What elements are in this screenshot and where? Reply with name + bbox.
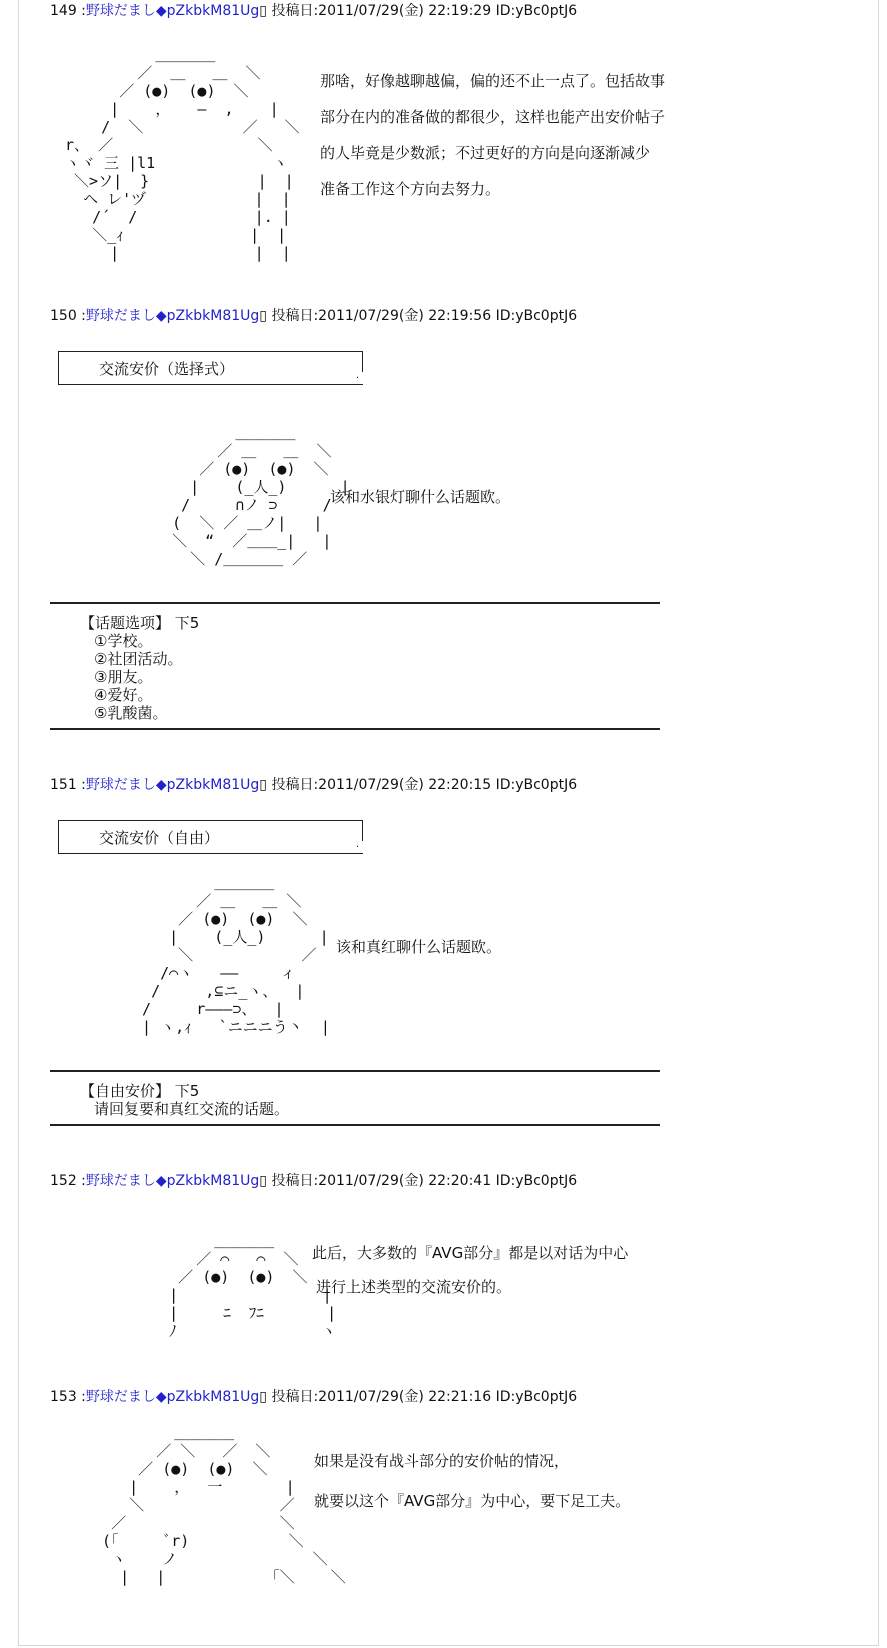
option-item: ①学校。 (94, 632, 153, 650)
post-number: 153 (50, 1389, 77, 1405)
post-text-line: 部分在内的准备做的都很少，这样也能产出安价帖子 (320, 108, 666, 126)
option-item: ⑤乳酸菌。 (94, 704, 168, 722)
post-header: 149 :野球だまし◆pZkbkM81Ug▯ 投稿日:2011/07/29(金) 22:19:29 ID:yBc0ptJ6 (50, 3, 578, 19)
post-text-line: 准备工作这个方向去努力。 (320, 180, 501, 198)
missing-glyph-box: ▯ (259, 777, 267, 793)
options-heading: 【话题选项】 下5 (80, 614, 200, 632)
post-text-line: 就要以这个『AVG部分』为中心，要下足工夫。 (314, 1492, 631, 1510)
poster-name-link[interactable]: 野球だまし (85, 1389, 156, 1405)
post-header: 153 :野球だまし◆pZkbkM81Ug▯ 投稿日:2011/07/29(金) 22:21:16 ID:yBc0ptJ6 (50, 1389, 578, 1405)
post-id: ID:yBc0ptJ6 (491, 1173, 578, 1189)
post-number: 149 (50, 3, 77, 19)
options-box (50, 1070, 660, 1126)
post-date: 2011/07/29(金) 22:19:56 (318, 308, 492, 324)
section-title-box: 交流安价（自由） . (58, 820, 363, 854)
post-text-line: 该和真红聊什么话题欧。 (336, 938, 502, 956)
post-id: ID:yBc0ptJ6 (491, 1389, 578, 1405)
poster-name-link[interactable]: 野球だまし (85, 3, 156, 19)
ascii-art-yaruo-serious: ＿＿＿＿ ／ ＼ ／ ＼ ／ (●) (●) ＼ | ， 一 | ＼ ／ ／ ＼ (「 ﾞr) ＼ ヽ ノ ＼ | | 「＼ ＼ (102, 1424, 346, 1586)
post-date: 2011/07/29(金) 22:19:29 (318, 3, 492, 19)
ascii-art-yaruo-holding: ＿＿＿＿ ／ ＿ ＿ ＼ ／ (●) (●) ＼ | (_人_) | ＼ ／ /⌒ヽ ―― ィ / ,⊆ニ_ヽ、 | / r―――⊃、 | | ヽ,ｨ `ニニニう丶 | (142, 874, 330, 1036)
poster-name-link[interactable]: 野球だまし (85, 1173, 156, 1189)
missing-glyph-box: ▯ (259, 308, 267, 324)
post-number: 152 (50, 1173, 77, 1189)
poster-name-link[interactable]: 野球だまし (85, 777, 156, 793)
poster-trip: ◆pZkbkM81Ug (155, 1389, 260, 1405)
option-item: ③朋友。 (94, 668, 153, 686)
option-item: 请回复要和真红交流的话题。 (94, 1100, 290, 1118)
post-text-line: 此后，大多数的『AVG部分』都是以对话为中心 (312, 1244, 629, 1262)
ascii-art-yaruo-thinking: ＿＿＿＿ ／ ＿ ＿ ＼ ／ (●) (●) ＼ | ， ― , | / ＼ ／ ＼ r、 ／ ＼ ヽヾ 三 |l1 ヽ ＼>ソ| } | | ヘ レ'ヅ | | /´ / |. | ＼_ｨ | | | | | (65, 46, 300, 262)
post-text-line: 该和水银灯聊什么话题欧。 (330, 488, 511, 506)
post-id: ID:yBc0ptJ6 (491, 777, 578, 793)
ascii-art-yaruo-hand-chin: ＿＿＿＿ ／ ＿ ＿ ＼ ／ (●) (●) ＼ | (_人_) | / ∩ノ ⊃ / ( ＼ ／ ＿ノ| | ＼ “ ／＿＿_| | ＼ /＿＿＿＿ ／ (172, 424, 350, 568)
post-header: 152 :野球だまし◆pZkbkM81Ug▯ 投稿日:2011/07/29(金) 22:20:41 ID:yBc0ptJ6 (50, 1173, 578, 1189)
post-header: 151 :野球だまし◆pZkbkM81Ug▯ 投稿日:2011/07/29(金) 22:20:15 ID:yBc0ptJ6 (50, 777, 578, 793)
section-title: 交流安价（选择式） (99, 360, 235, 378)
post-date: 2011/07/29(金) 22:20:41 (318, 1173, 492, 1189)
poster-name-link[interactable]: 野球だまし (85, 308, 156, 324)
missing-glyph-box: ▯ (259, 1389, 267, 1405)
post-text-line: 如果是没有战斗部分的安价帖的情况， (314, 1452, 570, 1470)
post-text-line: 的人毕竟是少数派；不过更好的方向是向逐渐减少 (320, 144, 651, 162)
post-date: 2011/07/29(金) 22:20:15 (318, 777, 492, 793)
poster-trip: ◆pZkbkM81Ug (155, 1173, 260, 1189)
post-id: ID:yBc0ptJ6 (491, 308, 578, 324)
post-date: 2011/07/29(金) 22:21:16 (318, 1389, 492, 1405)
ascii-art-yaruo-smile: ＿＿＿＿ ／ ⌒ ⌒ ＼ ／ (●) (●) ＼ | | | ﾆ ﾌﾆ | ﾉ ヽ (169, 1232, 337, 1340)
post-id: ID:yBc0ptJ6 (491, 3, 578, 19)
poster-trip: ◆pZkbkM81Ug (155, 777, 260, 793)
post-number: 150 (50, 308, 77, 324)
section-title: 交流安价（自由） (99, 829, 220, 847)
poster-trip: ◆pZkbkM81Ug (155, 3, 260, 19)
post-text-line: 进行上述类型的交流安价的。 (316, 1278, 512, 1296)
post-text-line: 那啥，好像越聊越偏，偏的还不止一点了。包括故事 (320, 72, 666, 90)
missing-glyph-box: ▯ (259, 1173, 267, 1189)
option-item: ②社团活动。 (94, 650, 183, 668)
options-box (50, 602, 660, 730)
options-heading: 【自由安价】 下5 (80, 1082, 200, 1100)
post-number: 151 (50, 777, 77, 793)
option-item: ④爱好。 (94, 686, 153, 704)
post-header: 150 :野球だまし◆pZkbkM81Ug▯ 投稿日:2011/07/29(金) 22:19:56 ID:yBc0ptJ6 (50, 308, 578, 324)
section-title-box: 交流安价（选择式） . (58, 351, 363, 385)
missing-glyph-box: ▯ (259, 3, 267, 19)
poster-trip: ◆pZkbkM81Ug (155, 308, 260, 324)
